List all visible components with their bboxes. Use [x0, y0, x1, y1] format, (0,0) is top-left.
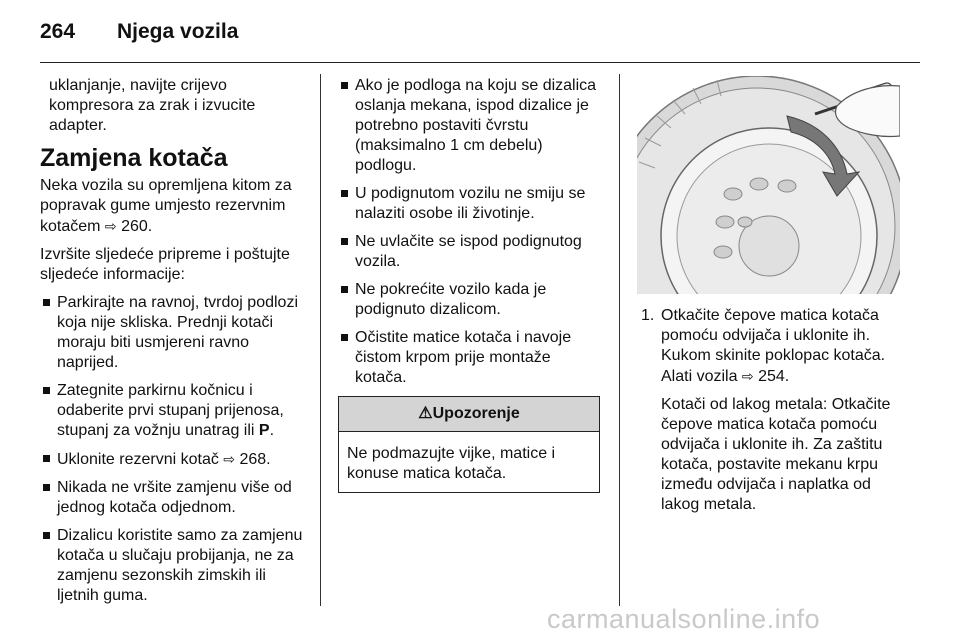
- page-ref-link[interactable]: 268.: [239, 451, 271, 468]
- column-divider-1: [320, 74, 321, 606]
- list-item: [40, 293, 308, 373]
- step-extra-text: Kotači od lakog metala: Otkačite čepove matica kotača pomoću odvijača i uklonite ih. Za zaštitu kotača, postavite mekanu krpu između odvijača i naplatka od lakog metala.: [661, 396, 891, 513]
- list-item: [338, 184, 606, 224]
- list-item: [40, 526, 308, 606]
- header-rule: [40, 62, 920, 63]
- paragraph-preparations: Izvršite sljedeće pripreme i poštujte sljedeće informacije:: [40, 246, 290, 283]
- list-item: [40, 449, 308, 470]
- list-item-text: Očistite matice kotača i navoje čistom krpom prije montaže kotača.: [355, 329, 572, 386]
- page-ref-link[interactable]: 260.: [121, 218, 153, 235]
- warning-header: [339, 397, 599, 432]
- bullet-icon: [341, 82, 348, 89]
- warning-text: Ne podmazujte vijke, matice i konuse matica kotača.: [347, 445, 556, 482]
- bullet-icon: [43, 299, 50, 306]
- list-item-text: Uklonite rezervni kotač: [57, 451, 224, 468]
- bullet-icon: [341, 190, 348, 197]
- list-item-text: Nikada ne vršite zamjenu više od jednog kotača odjednom.: [57, 479, 292, 516]
- list-item-text: Dizalicu koristite samo za zamjenu kotača u slučaju probijanja, ne za zamjenu sezonskih zimskih ili ljetnih guma.: [57, 527, 303, 604]
- list-item-tail: .: [269, 422, 275, 439]
- bullet-icon: [341, 286, 348, 293]
- paragraph-kit-text: Neka vozila su opremljena kitom za popravak gume umjesto rezervnim kotačem: [40, 177, 292, 235]
- page-ref-arrow-icon[interactable]: ⇨: [223, 451, 236, 467]
- page-ref-arrow-icon[interactable]: ⇨: [104, 218, 117, 234]
- column-divider-2: [619, 74, 620, 606]
- list-item: [338, 328, 606, 388]
- paragraph-kit: [40, 176, 308, 237]
- preparation-list: [40, 293, 308, 606]
- bullet-icon: [341, 334, 348, 341]
- step-item: [637, 306, 907, 515]
- page-number: 264: [40, 20, 76, 43]
- list-item-text: Ako je podloga na koju se dizalica oslanja mekana, ispod dizalice je potrebno postaviti čvrstu (maksimalno 1 cm debelu) podlogu.: [355, 77, 597, 174]
- bullet-icon: [43, 532, 50, 539]
- safety-list: [338, 76, 606, 388]
- gear-p-label: P: [258, 422, 270, 439]
- list-item-text: Ne pokrećite vozilo kada je podignuto dizalicom.: [355, 281, 547, 318]
- list-item: [338, 280, 606, 320]
- column-left: [40, 76, 308, 614]
- watermark: carmanualsonline.info: [547, 604, 821, 634]
- list-item-text: Ne uvlačite se ispod podignutog vozila.: [355, 233, 582, 270]
- page-header: [40, 14, 920, 44]
- wheel-cover-removal-illustration: [637, 76, 900, 294]
- step-text: [661, 306, 907, 387]
- bullet-icon: [43, 455, 50, 462]
- list-item: [338, 76, 606, 176]
- page-ref-link[interactable]: 254.: [758, 368, 790, 385]
- list-item: [338, 232, 606, 272]
- bullet-icon: [43, 387, 50, 394]
- page-title: Njega vozila: [117, 20, 239, 43]
- list-item-text: Zategnite parkirnu kočnicu i odaberite prvi stupanj prijenosa, stupanj za vožnju unatrag ili: [57, 382, 284, 439]
- list-item-text: Parkirajte na ravnoj, tvrdoj podlozi koja nije skliska. Prednji kotači moraju biti usmjereni ravno naprijed.: [57, 294, 299, 371]
- list-item: [40, 381, 308, 441]
- step-text-main: Otkačite čepove matica kotača pomoću odvijača i uklonite ih. Kukom skinite poklopac kotača. Alati vozila: [661, 307, 886, 385]
- list-item: [40, 478, 308, 518]
- bullet-icon: [43, 484, 50, 491]
- bullet-icon: [341, 238, 348, 245]
- intro-text: uklanjanje, navijte crijevo kompresora za zrak i izvucite adapter.: [49, 77, 256, 134]
- column-middle: [338, 76, 606, 493]
- step-number: 1.: [641, 307, 655, 324]
- warning-title: Upozorenje: [432, 405, 520, 422]
- instruction-steps: [637, 306, 907, 523]
- section-heading: Zamjena kotača: [40, 144, 228, 172]
- page-ref-arrow-icon[interactable]: ⇨: [741, 368, 754, 384]
- list-item-text: U podignutom vozilu ne smiju se nalaziti osobe ili životinje.: [355, 185, 586, 222]
- warning-icon: ⚠: [418, 405, 433, 422]
- warning-box: [338, 396, 600, 493]
